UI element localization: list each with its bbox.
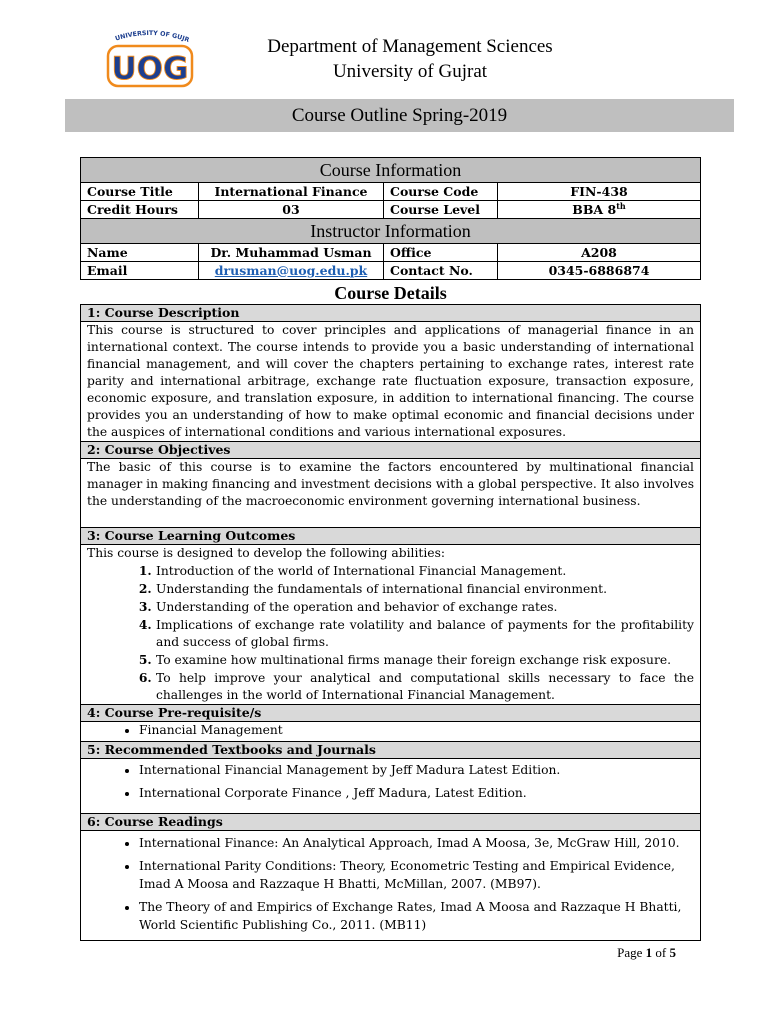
course-level-value xyxy=(498,201,701,219)
section-heading-prereq: 4: Course Pre-requisite/s xyxy=(81,705,701,722)
department-name: Department of Management Sciences xyxy=(267,36,553,57)
course-info-table xyxy=(80,157,701,280)
list-item: • International Corporate Finance , Jeff Madura, Latest Edition. xyxy=(139,784,694,802)
section-heading-description: 1: Course Description xyxy=(81,305,701,322)
logo-top-text: UNIVERSITY OF GUJR xyxy=(114,30,191,45)
readings-list xyxy=(87,834,694,934)
credit-hours-value: 03 xyxy=(199,201,384,219)
course-details-table xyxy=(80,304,701,941)
page-of: of xyxy=(655,945,667,960)
credit-hours-row xyxy=(81,201,701,219)
logo-main-text: UOG xyxy=(111,51,189,87)
prereq-cell xyxy=(81,722,701,742)
page-prefix: Page xyxy=(617,945,643,960)
section-heading-outcomes: 3: Course Learning Outcomes xyxy=(81,528,701,545)
course-code-value: FIN-438 xyxy=(498,183,701,201)
contact-label: Contact No. xyxy=(384,262,498,280)
page-current: 1 xyxy=(645,945,653,960)
name-label: Name xyxy=(81,244,199,262)
list-item: 2. Understanding the fundamentals of international financial environment. xyxy=(156,580,694,598)
list-item: • International Financial Management by Jeff Madura Latest Edition. xyxy=(139,761,694,779)
contact-value: 0345-6886874 xyxy=(498,262,701,280)
page-number xyxy=(617,945,676,961)
instructor-info-heading: Instructor Information xyxy=(81,219,701,244)
course-level-superscript: th xyxy=(616,200,626,211)
name-value: Dr. Muhammad Usman xyxy=(199,244,384,262)
course-title-row xyxy=(81,183,701,201)
textbooks-cell xyxy=(81,759,701,814)
course-info-heading: Course Information xyxy=(81,158,701,183)
course-level-text: BBA 8 xyxy=(572,201,617,217)
list-item: 6. To help improve your analytical and computational skills necessary to face the challenges in the world of International Financial Management. xyxy=(156,669,694,704)
list-item: • Financial Management xyxy=(139,722,694,739)
prereq-list xyxy=(87,722,694,739)
learning-outcomes-cell xyxy=(81,545,701,705)
course-title-value: International Finance xyxy=(199,183,384,201)
readings-cell xyxy=(81,831,701,941)
course-code-label: Course Code xyxy=(384,183,498,201)
office-value: A208 xyxy=(498,244,701,262)
course-description-text: This course is structured to cover principles and applications of managerial finance in an international context. The course intends to provide you a basic understanding of international financial management, and will cover the chapters pertaining to exchange rates, interest rate parity and international arbitrage, exchange rate fluctuation exposure, transaction exposure, economic exposure, and translation exposure, in addition to international financing. The course provides you an understanding of how to make optimal economic and financial decisions under the auspices of international conditions and various international exposures. xyxy=(81,322,701,442)
university-name: University of Gujrat xyxy=(332,61,488,82)
section-heading-textbooks: 5: Recommended Textbooks and Journals xyxy=(81,742,701,759)
learning-outcomes-intro: This course is designed to develop the following abilities: xyxy=(87,546,446,560)
email-label: Email xyxy=(81,262,199,280)
section-heading-readings: 6: Course Readings xyxy=(81,814,701,831)
list-item: 5. To examine how multinational firms manage their foreign exchange risk exposure. xyxy=(156,651,694,669)
textbooks-list xyxy=(87,761,694,802)
list-item: • International Finance: An Analytical Approach, Imad A Moosa, 3e, McGraw Hill, 2010. xyxy=(139,834,694,852)
email-link[interactable]: drusman@uog.edu.pk xyxy=(214,262,368,278)
list-item: 4. Implications of exchange rate volatility and balance of payments for the profitability and success of global firms. xyxy=(156,616,694,651)
learning-outcomes-list xyxy=(87,562,694,704)
course-details-title: Course Details xyxy=(334,283,447,303)
credit-hours-label: Credit Hours xyxy=(81,201,199,219)
course-objectives-text: The basic of this course is to examine the factors encountered by multinational financial manager in making financing and investment decisions with a global perspective. It also involves the understanding of the macroeconomic environment governing international business. xyxy=(81,459,701,528)
list-item: 3. Understanding of the operation and behavior of exchange rates. xyxy=(156,598,694,616)
section-heading-objectives: 2: Course Objectives xyxy=(81,442,701,459)
email-cell xyxy=(199,262,384,280)
instructor-name-row xyxy=(81,244,701,262)
page-total: 5 xyxy=(669,945,676,960)
list-item: • The Theory of and Empirics of Exchange Rates, Imad A Moosa and Razzaque H Bhatti, World Scientific Publishing Co., 2011. (MB11) xyxy=(139,898,694,934)
list-item: 1. Introduction of the world of International Financial Management. xyxy=(156,562,694,580)
course-level-label: Course Level xyxy=(384,201,498,219)
outline-title: Course Outline Spring-2019 xyxy=(65,99,734,132)
course-title-label: Course Title xyxy=(81,183,199,201)
office-label: Office xyxy=(384,244,498,262)
instructor-email-row xyxy=(81,262,701,280)
list-item: • International Parity Conditions: Theory, Econometric Testing and Empirical Evidence, Imad A Moosa and Razzaque H Bhatti, McMillan, 2007. (MB97). xyxy=(139,857,694,893)
